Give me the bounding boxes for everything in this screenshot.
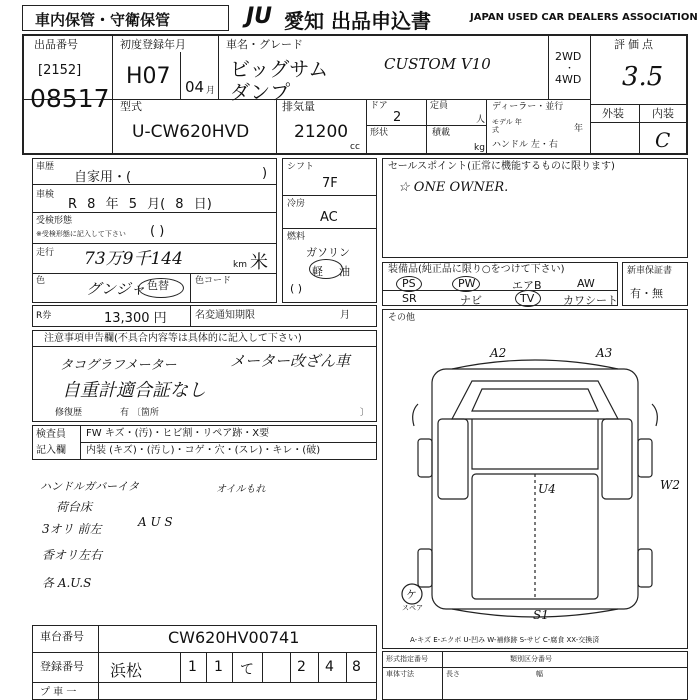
chassis-value: CW620HV00741	[168, 628, 300, 647]
equip-pw-circle	[452, 276, 480, 292]
repair-history-label: 修復歴	[55, 408, 83, 418]
inspector-row1: FW キズ・(汚)・ヒビ割・リペア跡・X要	[86, 428, 270, 439]
shape-label: 形状	[370, 128, 389, 138]
equip-leather-seat: カワシート	[563, 294, 618, 307]
shift-value: 7F	[322, 176, 338, 191]
damage-u4: U4	[538, 482, 556, 496]
km-unit: km	[233, 260, 247, 270]
warranty-value: 有・無	[630, 287, 663, 300]
form-top-frame	[22, 34, 688, 155]
equip-tv: TV	[520, 292, 535, 305]
classification-label: 類別区分番号	[510, 655, 552, 663]
month-unit: 月	[206, 86, 216, 96]
inspector-label: 検査員	[36, 429, 66, 440]
equip-navi: ナビ	[460, 294, 482, 307]
notes-label: 注意事項申告欄(不具合内容等は具体的に記入して下さい)	[44, 333, 302, 344]
equip-ps: PS	[402, 277, 416, 290]
model-year-label: モデル 年式	[492, 118, 522, 134]
mileage-label: 走行	[36, 248, 55, 258]
storage-stamp	[22, 5, 229, 31]
displacement-value: 21200	[294, 122, 349, 142]
history-label: 車歴	[36, 162, 55, 172]
damage-legend: A-キズ E-エクボ U-凹み W-補修跡 S-サビ C-腐食 XX-交換済	[410, 636, 600, 644]
spare-label: スペア	[402, 604, 423, 612]
notes-line1: タコグラフメーター	[60, 358, 177, 373]
notes-line3: 自重計適合証なし	[62, 380, 206, 401]
sales-point-frame	[382, 158, 688, 258]
load-label: 積載	[432, 128, 451, 138]
chassis-label: 車台番号	[40, 630, 84, 643]
inspector-note-5: A U S	[138, 515, 173, 529]
type-designation-label: 形式指定番号	[386, 655, 428, 663]
color-code-label: 色コード	[195, 276, 232, 286]
equip-tv-circle	[515, 290, 541, 307]
inspection-value: R 8 年 5 月( 8 日)	[68, 197, 212, 212]
type-value: U-CW620HVD	[132, 122, 250, 142]
color-value: グンジャ	[86, 280, 146, 298]
interior-label: 内装	[652, 107, 674, 120]
model-name: ビッグサム	[230, 57, 329, 81]
storage-stamp-text: 車内保管・守衛保管	[35, 11, 171, 29]
equip-aw: AW	[577, 277, 595, 290]
kg-unit: kg	[474, 143, 485, 153]
type-label: 型式	[120, 100, 142, 113]
last-row-label: プ 車 一	[40, 687, 77, 698]
damage-w2: W2	[660, 478, 680, 492]
equip-ps-circle	[396, 276, 422, 292]
lot-number: 08517	[30, 84, 110, 113]
door-label: ドア	[370, 101, 388, 111]
equip-airbag: エアB	[512, 279, 542, 292]
vehicle-diagram	[382, 309, 688, 649]
inspector-note-3: 荷台床	[56, 500, 93, 514]
length-label: 長さ	[446, 670, 460, 678]
dealer-label: ディーラー・並行	[492, 102, 564, 112]
plate-digit-5: 8	[352, 659, 361, 675]
fuel-circle	[309, 259, 343, 279]
body-dimension-label: 車体寸法	[386, 670, 414, 678]
plate-digit-4: 4	[325, 659, 334, 675]
spare-mark: ケ	[406, 588, 417, 601]
inspector-note-2: オイルもれ	[216, 484, 266, 495]
fuel-label: 燃料	[287, 232, 306, 242]
color-label: 色	[36, 276, 46, 286]
fuel-light: 軽	[312, 265, 323, 278]
score-value: 3.5	[622, 62, 664, 92]
handle-label: ハンドル 左・右	[492, 140, 558, 150]
test-type-note: ※受検形態に記入して下さい	[36, 230, 126, 238]
capacity-label: 定員	[430, 101, 449, 111]
repair-close: 〕	[360, 408, 370, 418]
inspector-note-4: 3オリ 前左	[42, 522, 102, 536]
drive-4wd: 4WD	[555, 73, 582, 86]
cc-unit: cc	[350, 142, 360, 152]
test-type-label: 受検形態	[36, 216, 73, 226]
year-unit: 年	[574, 124, 584, 134]
entry-label: 記入欄	[36, 445, 66, 456]
name-change-label: 名変通知期限	[195, 310, 255, 321]
color-change: 色替	[147, 279, 169, 292]
sales-point-text: ☆ ONE OWNER.	[398, 180, 509, 195]
plate-digit-3: 2	[297, 659, 306, 675]
mileage-mark: 米	[250, 252, 268, 273]
notes-line2: メーター改ざん車	[230, 352, 351, 370]
width-label: 幅	[536, 670, 543, 678]
inspector-note-1: ハンドルガバーイタ	[40, 480, 139, 493]
association-name: JAPAN USED CAR DEALERS ASSOCIATION	[470, 12, 698, 23]
history-close: )	[262, 166, 268, 181]
equip-sr: SR	[402, 292, 417, 305]
test-type-paren: ( )	[150, 224, 165, 239]
inspection-label: 車検	[36, 190, 55, 200]
model-label: 車名・グレード	[226, 38, 303, 51]
lot-number-small: [2152]	[38, 63, 82, 78]
displacement-label: 排気量	[282, 100, 315, 113]
warranty-label: 新車保証書	[627, 266, 673, 276]
equipment-label: 装備品(純正品に限り○をつけて下さい)	[388, 264, 565, 275]
inspector-note-7: 各 A.U.S	[42, 576, 92, 590]
exterior-label: 外装	[602, 107, 624, 120]
month-unit-2: 月	[340, 310, 350, 321]
plate-digit-1: 1	[188, 659, 197, 675]
history-value: 自家用・(	[74, 170, 132, 185]
model-body: ダンプ	[230, 80, 291, 104]
mileage-value: 73万9千144	[84, 249, 183, 269]
lot-number-label: 出品番号	[34, 38, 78, 51]
interior-score: C	[655, 128, 671, 152]
damage-s1: S1	[533, 608, 549, 622]
plate-digit-2: 1	[214, 659, 223, 675]
damage-a2: A2	[490, 346, 507, 360]
capacity-unit: 人	[476, 115, 486, 125]
inspector-note-6: 香オリ左右	[42, 548, 103, 562]
door-value: 2	[393, 110, 402, 125]
ac-value: AC	[320, 210, 338, 225]
tax-value: 13,300 円	[104, 311, 167, 326]
drive-separator: ・	[565, 64, 575, 74]
shift-label: シフト	[287, 162, 315, 172]
plate-place: 浜松	[110, 661, 143, 680]
fuel-gasoline: ガソリン	[306, 246, 350, 259]
repair-history-value: 有 〔箇所	[120, 408, 159, 418]
grade-handwritten: CUSTOM V10	[384, 55, 491, 73]
inspector-row2: 内装 (キズ)・(汚し)・コゲ・穴・(スレ)・キレ・(破)	[86, 445, 321, 456]
first-registration-year: H07	[126, 64, 171, 89]
first-registration-label: 初度登録年月	[120, 38, 186, 51]
other-label: その他	[388, 313, 416, 323]
damage-a3: A3	[596, 346, 613, 360]
plate-kana: て	[240, 662, 254, 678]
tax-label: R券	[36, 311, 52, 321]
equip-pw: PW	[458, 277, 476, 290]
plate-label: 登録番号	[40, 660, 84, 673]
sales-point-label: セールスポイント(正常に機能するものに限ります)	[388, 161, 615, 172]
form-title: 愛知 出品申込書	[284, 9, 431, 33]
ju-logo: JU	[246, 4, 273, 29]
drive-2wd: 2WD	[555, 50, 582, 63]
first-registration-month: 04	[185, 78, 205, 96]
fuel-oil: 油	[339, 265, 350, 278]
fuel-paren: ( )	[290, 282, 303, 295]
score-label: 評価点	[614, 38, 656, 51]
ac-label: 冷房	[287, 199, 306, 209]
